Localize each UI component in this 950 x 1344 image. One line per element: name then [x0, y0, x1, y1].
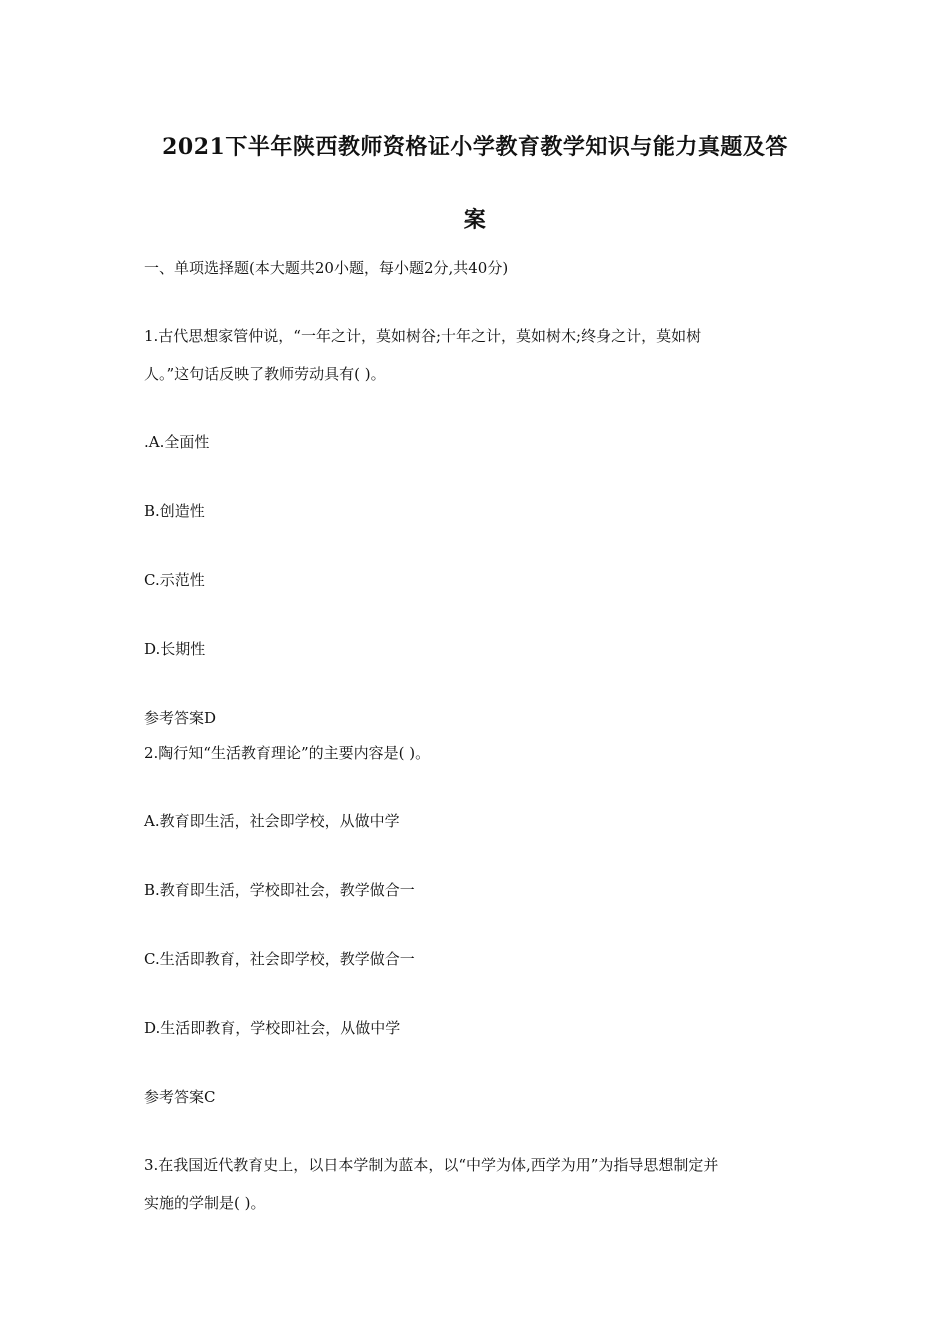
question-2-option-a: A.教育即生活，社会即学校，从做中学	[144, 812, 400, 830]
question-2-stem-line-1: 2.陶行知“生活教育理论”的主要内容是( )。	[144, 744, 431, 762]
question-1-option-a: .A.全面性	[144, 433, 210, 451]
question-3-stem-line-1: 3.在我国近代教育史上，以日本学制为蓝本，以“中学为体,西学为用”为指导思想制定并	[144, 1156, 719, 1174]
question-1-answer: 参考答案D	[144, 709, 217, 727]
question-2-option-b: B.教育即生活，学校即社会，教学做合一	[144, 881, 415, 899]
question-1-stem-line-1: 1.古代思想家管仲说，“一年之计，莫如树谷;十年之计，莫如树木;终身之计，莫如树	[144, 327, 702, 345]
question-2-option-d: D.生活即教育，学校即社会，从做中学	[144, 1019, 401, 1037]
question-1-stem-line-2: 人。”这句话反映了教师劳动具有( )。	[144, 365, 386, 383]
question-1-option-c: C.示范性	[144, 571, 205, 589]
document-title-line-2: 案	[463, 207, 487, 233]
question-3-stem-line-2: 实施的学制是( )。	[144, 1194, 266, 1212]
question-1-option-b: B.创造性	[144, 502, 205, 520]
question-2-answer: 参考答案C	[144, 1088, 216, 1106]
document-title-line-1: 2021下半年陕西教师资格证小学教育教学知识与能力真题及答	[162, 134, 788, 160]
question-1-option-d: D.长期性	[144, 640, 206, 658]
question-2-option-c: C.生活即教育，社会即学校，教学做合一	[144, 950, 415, 968]
section-heading: 一、单项选择题(本大题共20小题，每小题2分,共40分)	[144, 259, 509, 277]
